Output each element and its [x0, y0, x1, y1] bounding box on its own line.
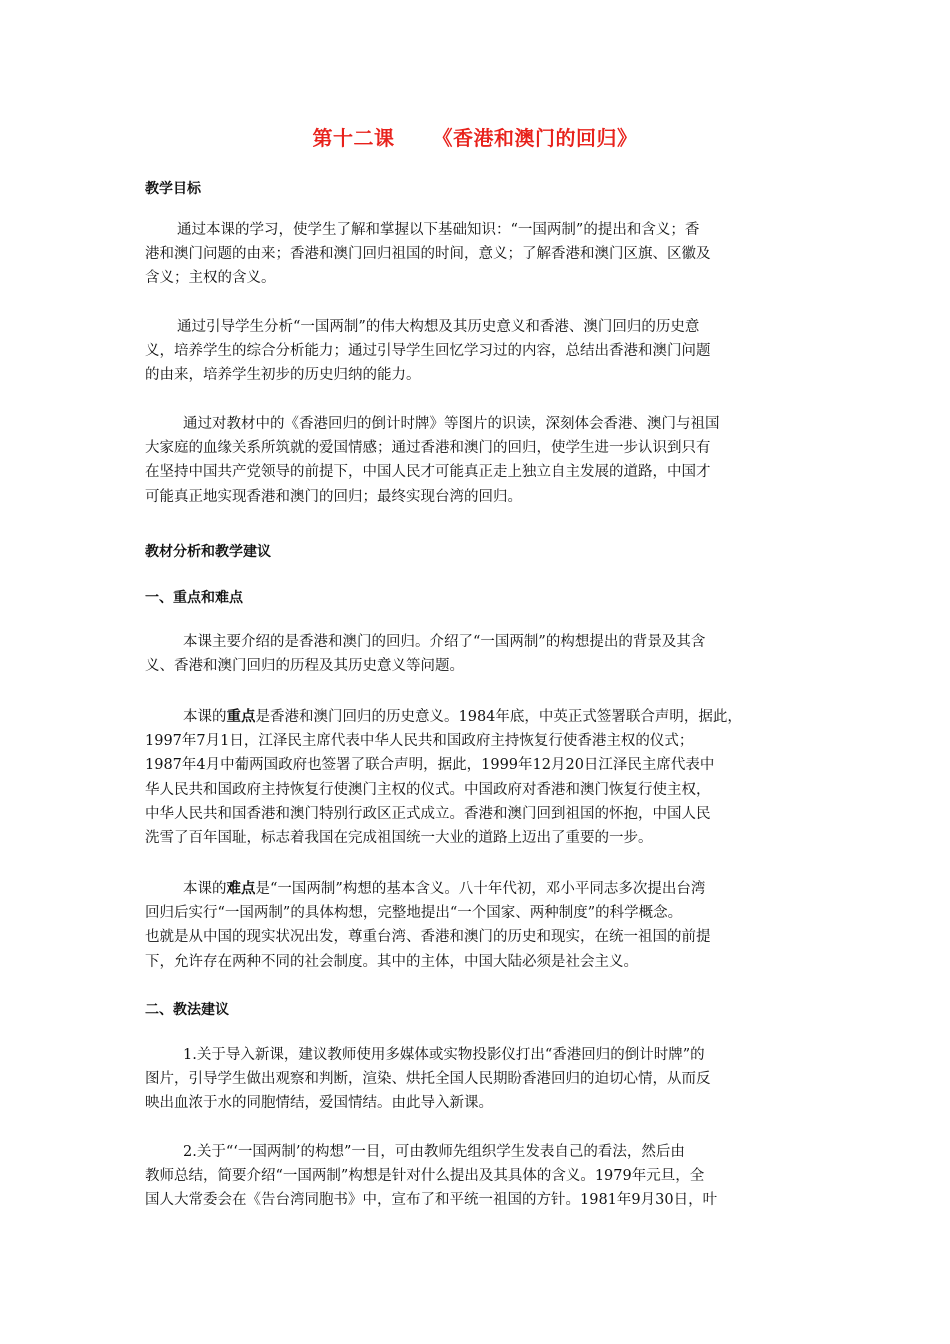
objective-paragraph-1: 通过本课的学习，使学生了解和掌握以下基础知识：“一国两制”的提出和含义；香 港和澳门问题的由来；香港和澳门回归祖国的时间，意义；了解香港和澳门区旗、区徽及 含义；主权的含义。 — [145, 222, 711, 287]
objective-paragraph-2: 通过引导学生分析“一国两制”的伟大构想及其历史意义和香港、澳门回归的历史意 义，培养学生的综合分析能力；通过引导学生回忆学习过的内容，总结出香港和澳门问题 的由来，培养学生初步的历史归纳的能力。 — [145, 319, 711, 384]
key-points-heading: 一、重点和难点 — [145, 590, 243, 606]
analysis-heading: 教材分析和教学建议 — [145, 544, 271, 560]
lesson-number: 第十二课 — [312, 126, 395, 150]
key-intro-paragraph: 本课主要介绍的是香港和澳门的回归。介绍了“一国两制”的构想提出的背景及其含 义、香港和澳门回归的历程及其历史意义等问题。 — [145, 634, 706, 675]
objective-paragraph-3: 通过对教材中的《香港回归的倒计时牌》等图片的识读，深刻体会香港、澳门与祖国 大家庭的血缘关系所筑就的爱国情感；通过香港和澳门的回归，使学生进一步认识到只有 在坚持中国共产党领导的前提下，中国人民才可能真正走上独立自主发展的道路，中国才 可能真正地实现香港和澳门的回归；最终实现台湾的回归。 — [145, 416, 720, 505]
method-paragraph-2: 2.关于“‘一国两制’的构想”一目，可由教师先组织学生发表自己的看法，然后由 教师总结，简要介绍“一国两制”构想是针对什么提出及其具体的含义。1979年元旦，全 国人大常委会在《告台湾同胞书》中，宣布了和平统一祖国的方针。1981年9月30日，叶 — [145, 1144, 718, 1209]
lesson-name: 《香港和澳门的回归》 — [432, 126, 638, 150]
difficulty-keyword: 难点 — [226, 880, 256, 897]
methods-heading: 二、教法建议 — [145, 1002, 229, 1018]
method-paragraph-1: 1.关于导入新课，建议教师使用多媒体或实物投影仪打出“香港回归的倒计时牌”的 图片，引导学生做出观察和判断，渲染、烘托全国人民期盼香港回归的迫切心情，从而反 映出血浓于水的同胞情结，爱国情结。由此导入新课。 — [145, 1047, 711, 1112]
focus-keyword: 重点 — [226, 708, 256, 725]
difficulty-paragraph: 本课的难点是“一国两制”构想的基本含义。八十年代初，邓小平同志多次提出台湾 回归后实行“一国两制”的具体构想，完整地提出“一个国家、两种制度”的科学概念。 也就是从中国的现实状况出发，尊重台湾、香港和澳门的历史和现实，在统一祖国的前提 下，允许存在两种不同的社会制度。其中的主体，中国大陆必须是社会主义。 — [145, 880, 711, 970]
objectives-heading: 教学目标 — [145, 181, 201, 197]
lesson-title — [0, 122, 950, 151]
focus-paragraph: 本课的重点是香港和澳门回归的历史意义。1984年底，中英正式签署联合声明，据此， 1997年7月1日，江泽民主席代表中华人民共和国政府主持恢复行使香港主权的仪式； 1987年4月中葡两国政府也签署了联合声明，据此，1999年12月20日江泽民主席代表中 华人民共和国政府主持恢复行使澳门主权的仪式。中国政府对香港和澳门恢复行使主权， 中华人民共和国香港和澳门特别行政区正式成立。香港和澳门回到祖国的怀抱，中国人民 洗雪了百年国耻，标志着我国在完成祖国统一大业的道路上迈出了重要的一步。 — [145, 708, 742, 847]
